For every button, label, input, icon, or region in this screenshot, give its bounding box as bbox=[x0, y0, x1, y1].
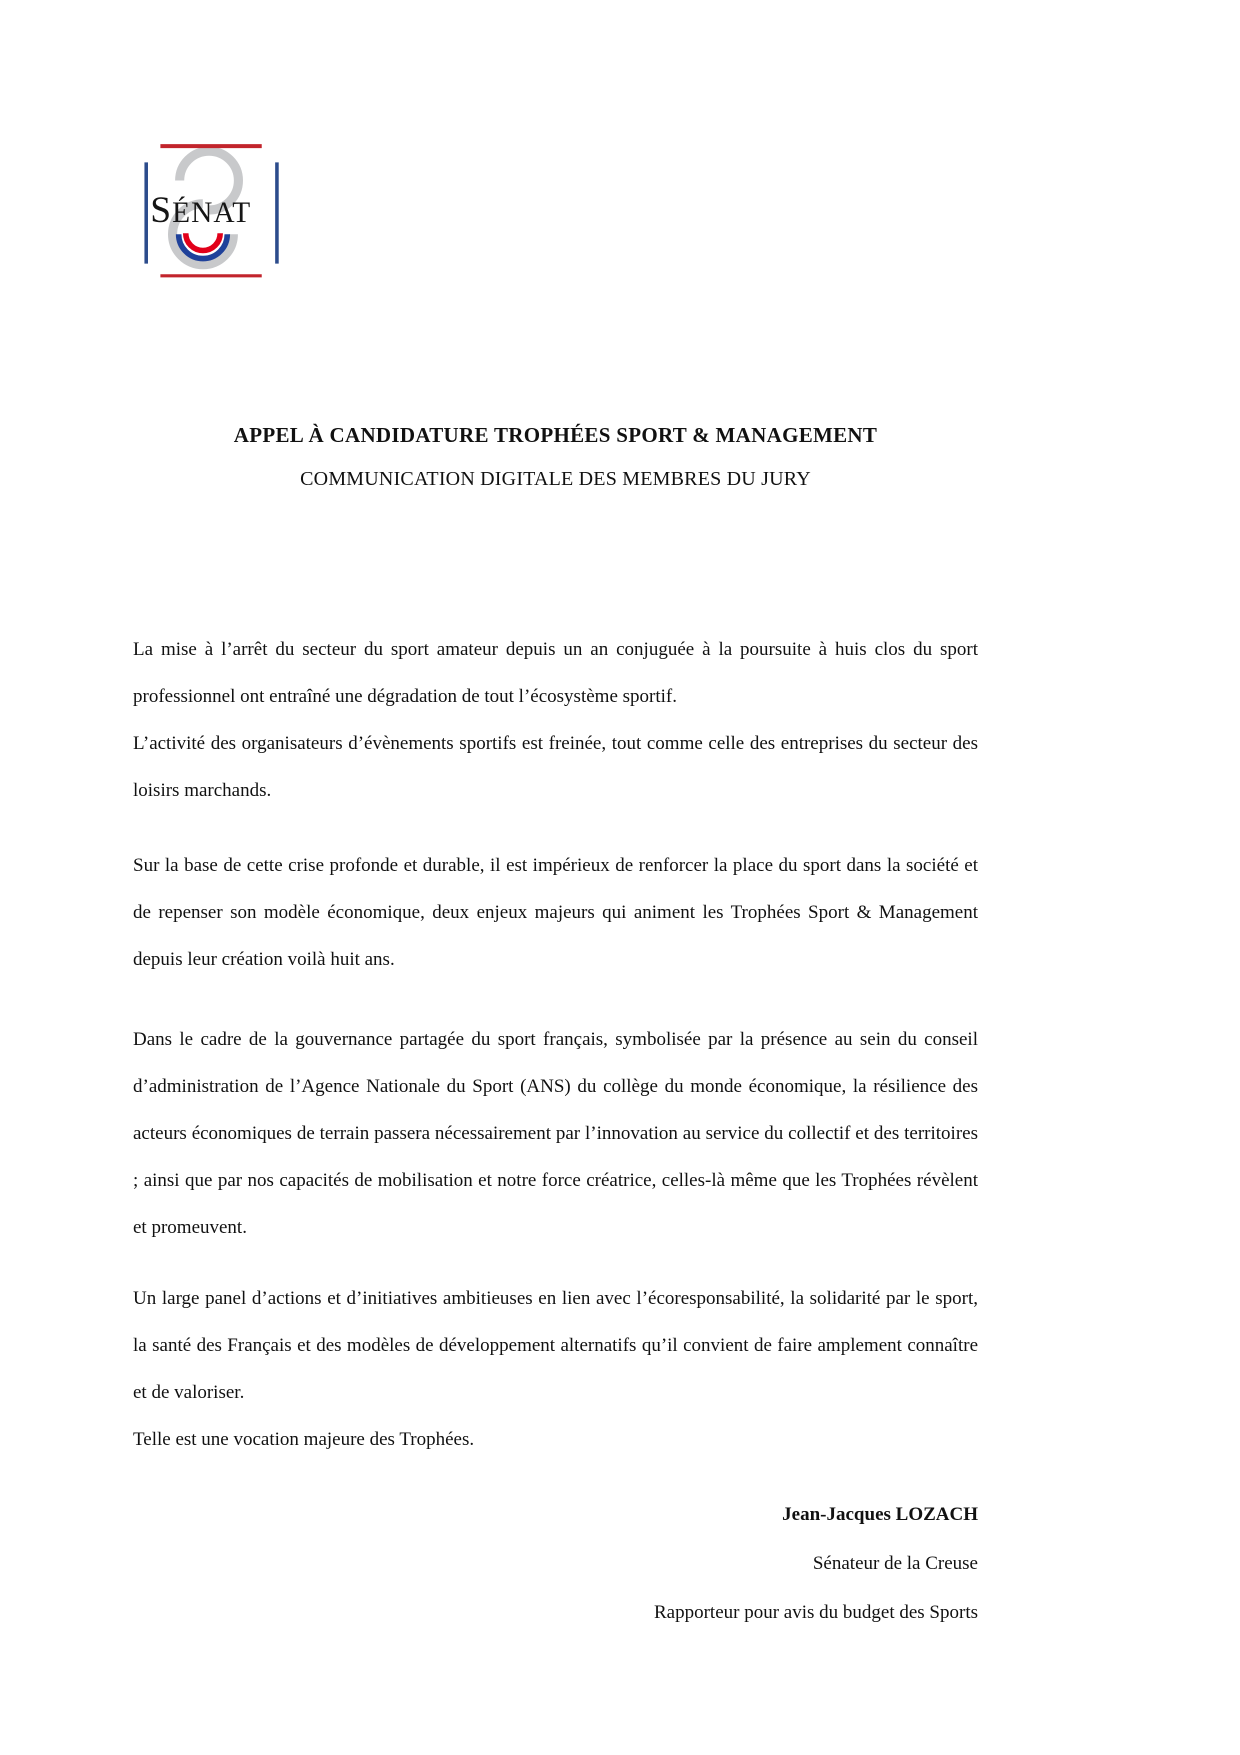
senat-logo bbox=[130, 138, 282, 290]
signature-role-1: Sénateur de la Creuse bbox=[812, 1553, 978, 1574]
logo-red-arc bbox=[186, 233, 220, 250]
signature-role-2: Rapporteur pour avis du budget des Sports bbox=[653, 1602, 978, 1623]
body-paragraph: Un large panel d’actions et d’initiatives ambitieuses en lien avec l’écoresponsabilité, la solidarité par le sport, la santé des Français et des modèles de développement alternatifs qu’il convient de faire amplement connaître et de valoriser. bbox=[133, 1288, 978, 1403]
body-paragraph: La mise à l’arrêt du secteur du sport amateur depuis un an conjuguée à la poursuite à huis clos du sport professionnel ont entraîné une dégradation de tout l’écosystème sportif. bbox=[133, 639, 978, 707]
body-paragraph: Sur la base de cette crise profonde et durable, il est impérieux de renforcer la place du sport dans la société et de repenser son modèle économique, deux enjeux majeurs qui animent les Trophées Sport & Management depuis leur création voilà huit ans. bbox=[133, 855, 978, 970]
senat-logo-icon bbox=[130, 138, 282, 290]
body-paragraph: Telle est une vocation majeure des Trophées. bbox=[133, 1429, 475, 1450]
signature-name: Jean-Jacques LOZACH bbox=[782, 1504, 978, 1525]
signature-block bbox=[133, 1490, 978, 1637]
senat-logo-text: SÉNAT bbox=[150, 190, 252, 232]
body-paragraph: Dans le cadre de la gouvernance partagée du sport français, symbolisée par la présence au sein du conseil d’administration de l’Agence Nationale du Sport (ANS) du collège du monde économique, la résilience des acteurs économiques de terrain passera nécessairement par l’innovation au service du collectif et des territoires ; ainsi que par nos capacités de mobilisation et notre force créatrice, celles-là même que les Trophées révèlent et promeuvent. bbox=[133, 1029, 978, 1238]
document-title: APPEL À CANDIDATURE TROPHÉES SPORT & MANAGEMENT bbox=[233, 423, 878, 447]
document-body bbox=[133, 626, 978, 1463]
document-subtitle: COMMUNICATION DIGITALE DES MEMBRES DU JURY bbox=[300, 468, 811, 490]
body-paragraph: L’activité des organisateurs d’évènements sportifs est freinée, tout comme celle des entreprises du secteur des loisirs marchands. bbox=[133, 733, 978, 801]
